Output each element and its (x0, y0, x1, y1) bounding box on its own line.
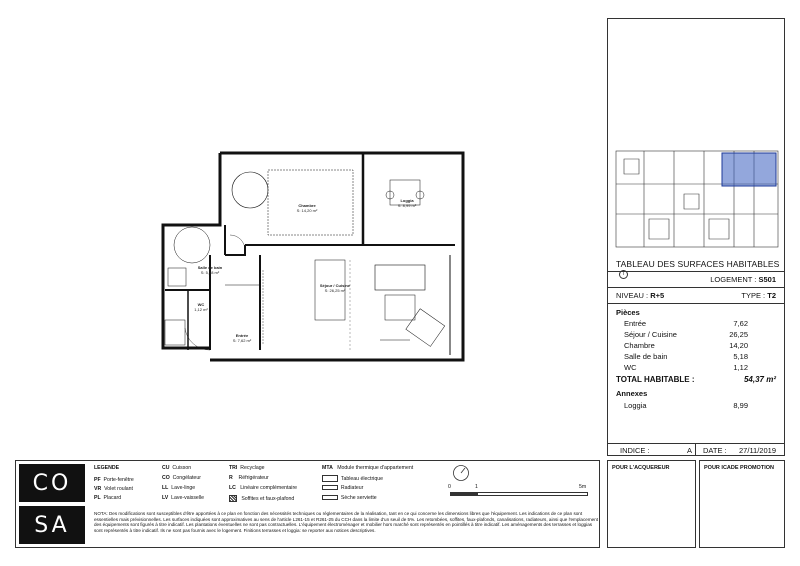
room-wc: WC 1,12 m² (194, 302, 208, 312)
room-chambre: Chambre S: 14,20 m² (296, 203, 318, 213)
sign-box-acquereur (607, 460, 696, 548)
legend-note: NOTA: Des modifications sont susceptibles d'être apportées à ce plan en fonction des nécessités techniques ou réglementaires de la réalisation, tant en ce qui concerne les dimensions libres que l'équipement. Les indications de ce plan sont essentielles mais prévisionnelles. Les surfaces indiquées sont approximatives au sens de l'article L261-15 et R261-25 du CCH dans la limite d'un seuil de 5%. Les retombées, soffites, faux-plafonds, canalisations, radiateurs, ainsi que l'emplacement des équipements sont figurés à titre indicatif. Les plantations éventuelles ne sont pas contractuelles. L'équipement électroménager et mobilier hors marché sont représentés en pointillés à titre indicatif. Les aménagements des terrasses et loggias sont représentés à titre indicatif. Ils ne sont pas fournis avec le logement. Finitions terrasses et loggia: se reporter aux notices descriptives. (94, 511, 599, 533)
panel-title: TABLEAU DES SURFACES HABITABLESi (616, 259, 780, 278)
electric-panel-icon (322, 475, 338, 482)
floor-plan (150, 150, 470, 365)
sign-label-acquereur: POUR L'ACQUEREUR (612, 465, 670, 471)
date-label: DATE : (703, 446, 727, 455)
piece-value: 1,12 (733, 363, 748, 372)
logo-co: CO (19, 464, 85, 502)
annexes-heading: Annexes (616, 389, 648, 398)
legend-item: LV Lave-vaisselle (162, 495, 205, 501)
radiator-icon (322, 485, 338, 490)
logo-sa: SA (19, 506, 85, 544)
legend-item: PF Porte-fenêtre (94, 477, 134, 483)
room-sejour-cuisine: Séjour / Cuisine S: 26,25 m² (319, 283, 351, 293)
sign-label-promotion: POUR ICADE PROMOTION (704, 465, 774, 471)
indice-value: A (687, 446, 693, 455)
pieces-heading: Pièces (616, 308, 640, 317)
piece-name: Chambre (624, 341, 655, 350)
legend-item: Soffites et faux-plafond (229, 495, 294, 502)
legend-item: MTA Module thermique d'appartement (322, 465, 414, 471)
legend-item: CU Cuisson (162, 465, 192, 471)
logement-row: LOGEMENT : S501 (710, 275, 776, 284)
room-salle-de-bain: Salle de bain S: 5,18 m² (197, 265, 223, 275)
piece-name: WC (624, 363, 637, 372)
info-icon: i (619, 270, 628, 279)
piece-name: Entrée (624, 319, 647, 328)
annexe-value: 8,99 (733, 401, 748, 410)
sign-box-promotion (699, 460, 785, 548)
legend-item: TRI Recyclage (229, 465, 265, 471)
surfaces-panel (607, 18, 785, 456)
legend-heading: LEGENDE (94, 465, 120, 471)
annexe-name: Loggia (624, 401, 647, 410)
legend-item: PL Placard (94, 495, 122, 501)
piece-value: 26,25 (729, 330, 748, 339)
compass-icon (452, 464, 470, 482)
date-value: 27/11/2019 (739, 446, 776, 455)
legend-item: LL Lave-linge (162, 485, 196, 491)
piece-value: 5,18 (733, 352, 748, 361)
type-row: TYPE : T2 (741, 291, 776, 300)
scale-zero: 0 (448, 484, 451, 490)
piece-name: Séjour / Cuisine (624, 330, 677, 339)
piece-value: 7,62 (733, 319, 748, 328)
scale-five: 5m (579, 484, 587, 490)
hatch-icon (229, 495, 237, 502)
legend-item: LC Linéaire complémentaire (229, 485, 298, 491)
towel-dryer-icon (322, 495, 338, 500)
legend-item: R Réfrigérateur (229, 475, 269, 481)
legend-item: VR Volet roulant (94, 486, 133, 492)
legend-item: Tableau électrique (322, 475, 383, 482)
scale-bar (450, 492, 588, 496)
total-value: 54,37 m² (743, 375, 776, 384)
legend-box (15, 460, 600, 548)
building-key-plan (614, 149, 780, 249)
legend-item: Radiateur (322, 485, 363, 491)
piece-value: 14,20 (729, 341, 748, 350)
legend-item: CO Congélateur (162, 475, 201, 481)
piece-name: Salle de bain (624, 352, 668, 361)
floor-plan-drawing (150, 150, 470, 365)
total-label: TOTAL HABITABLE : (616, 375, 695, 384)
legend-item: Sèche serviette (322, 495, 377, 501)
indice-label: INDICE : (620, 446, 650, 455)
room-loggia: Loggia S: 8,99 m² (397, 198, 417, 208)
scale-one: 1 (475, 484, 478, 490)
niveau-row: NIVEAU : R+5 (616, 291, 665, 300)
room-entree: Entrée S: 7,62 m² (232, 333, 252, 343)
